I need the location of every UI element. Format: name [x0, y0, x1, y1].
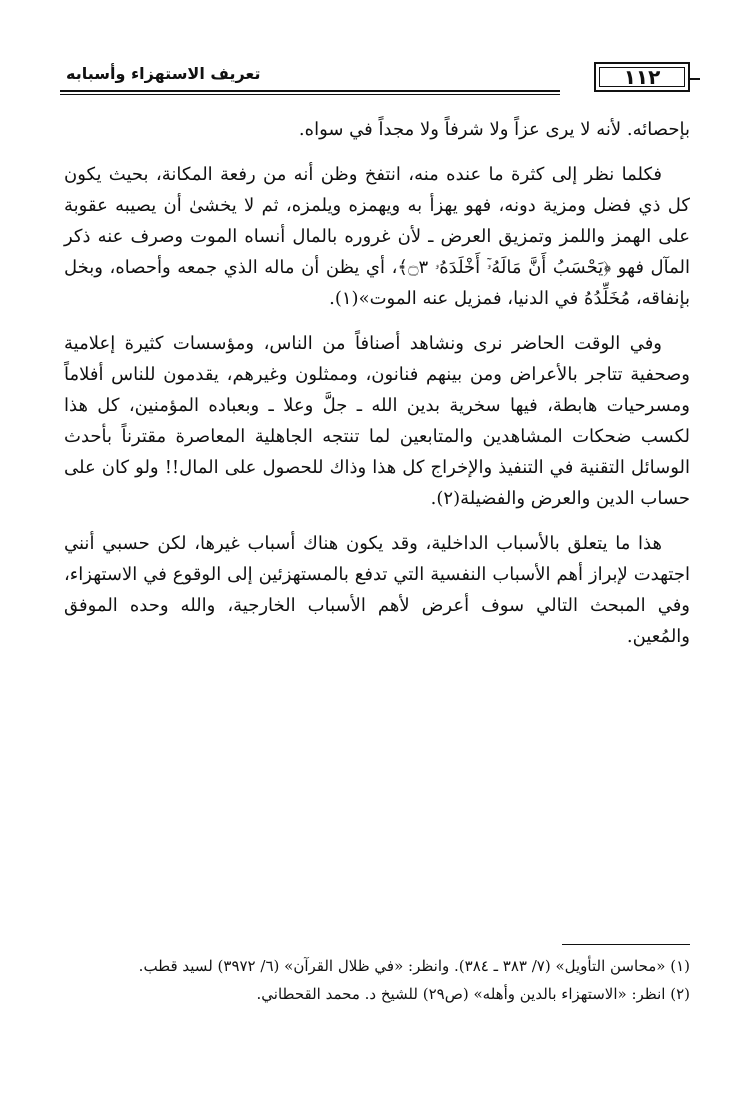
header-rule-thin — [60, 94, 560, 95]
paragraph: وفي الوقت الحاضر نرى ونشاهد أصنافاً من الناس، ومؤسسات كثيرة إعلامية وصحفية تتاجر بالأعراض ومن بينهم فنانون، وممثلون وغيرهم، يقدمون للناس أفلاماً ومسرحيات هابطة، فيها سخرية بدين الله ـ جلَّ وعلا ـ وبعباده المؤمنين، كل هذا لكسب ضحكات المشاهدين والمتابعين لما تنتجه الجاهلية المعاصرة مقترناً بأحدث الوسائل التقنية في التنفيذ والإخراج كل هذا وذاك للحصول على المال!! ولو كان على حساب الدين والعرض والفضيلة(٢). — [64, 333, 690, 509]
footnote-separator — [562, 944, 690, 945]
paragraph: هذا ما يتعلق بالأسباب الداخلية، وقد يكون هناك أسباب غيرها، لكن حسبي أنني اجتهدت لإبراز أهم الأسباب النفسية التي تدفع بالمستهزئين إلى الوقوع في الاستهزاء، وفي المبحث التالي سوف أعرض لأهم الأسباب الخارجية، والله وحده الموفق والمُعين. — [64, 533, 690, 647]
main-text — [64, 114, 690, 666]
page-header — [60, 58, 700, 102]
header-rule — [60, 90, 560, 92]
footnote: (١) «محاسن التأويل» (٧/ ٣٨٣ ـ ٣٨٤). وانظر: «في ظلال القرآن» (٦/ ٣٩٧٢) لسيد قطب. — [138, 957, 690, 975]
page-number-box — [594, 62, 690, 92]
page-number: ١١٢ — [623, 65, 661, 89]
footnotes — [64, 954, 690, 1010]
paragraph: فكلما نظر إلى كثرة ما عنده منه، انتفخ وظن أنه من رفعة المكانة، بحيث يكون كل ذي فضل ومزية دونه، فهو يهزأ به ويهمزه ويلمزه، ثم لا يخشىٰ أن يصيبه عقوبة على الهمز واللمز وتمزيق العرض ـ لأن غروره بالمال أنساه الموت وصرف عنه ذكر المآل فهو ﴿يَحْسَبُ أَنَّ مَالَهُۥٓ أَخْلَدَهُۥ ۝٣﴾، أي يظن أن ماله الذي جمعه وأحصاه، وبخل بإنفاقه، مُخَلِّدُهُ في الدنيا، فمزيل عنه الموت»(١). — [64, 164, 690, 309]
running-title: تعريف الاستهزاء وأسبابه — [66, 64, 261, 83]
footnote: (٢) انظر: «الاستهزاء بالدين وأهله» (ص٢٩) للشيخ د. محمد القحطاني. — [256, 985, 690, 1003]
paragraph: بإحصائه. لأنه لا يرى عزاً ولا شرفاً ولا مجداً في سواه. — [298, 119, 690, 140]
header-tick — [690, 78, 700, 80]
